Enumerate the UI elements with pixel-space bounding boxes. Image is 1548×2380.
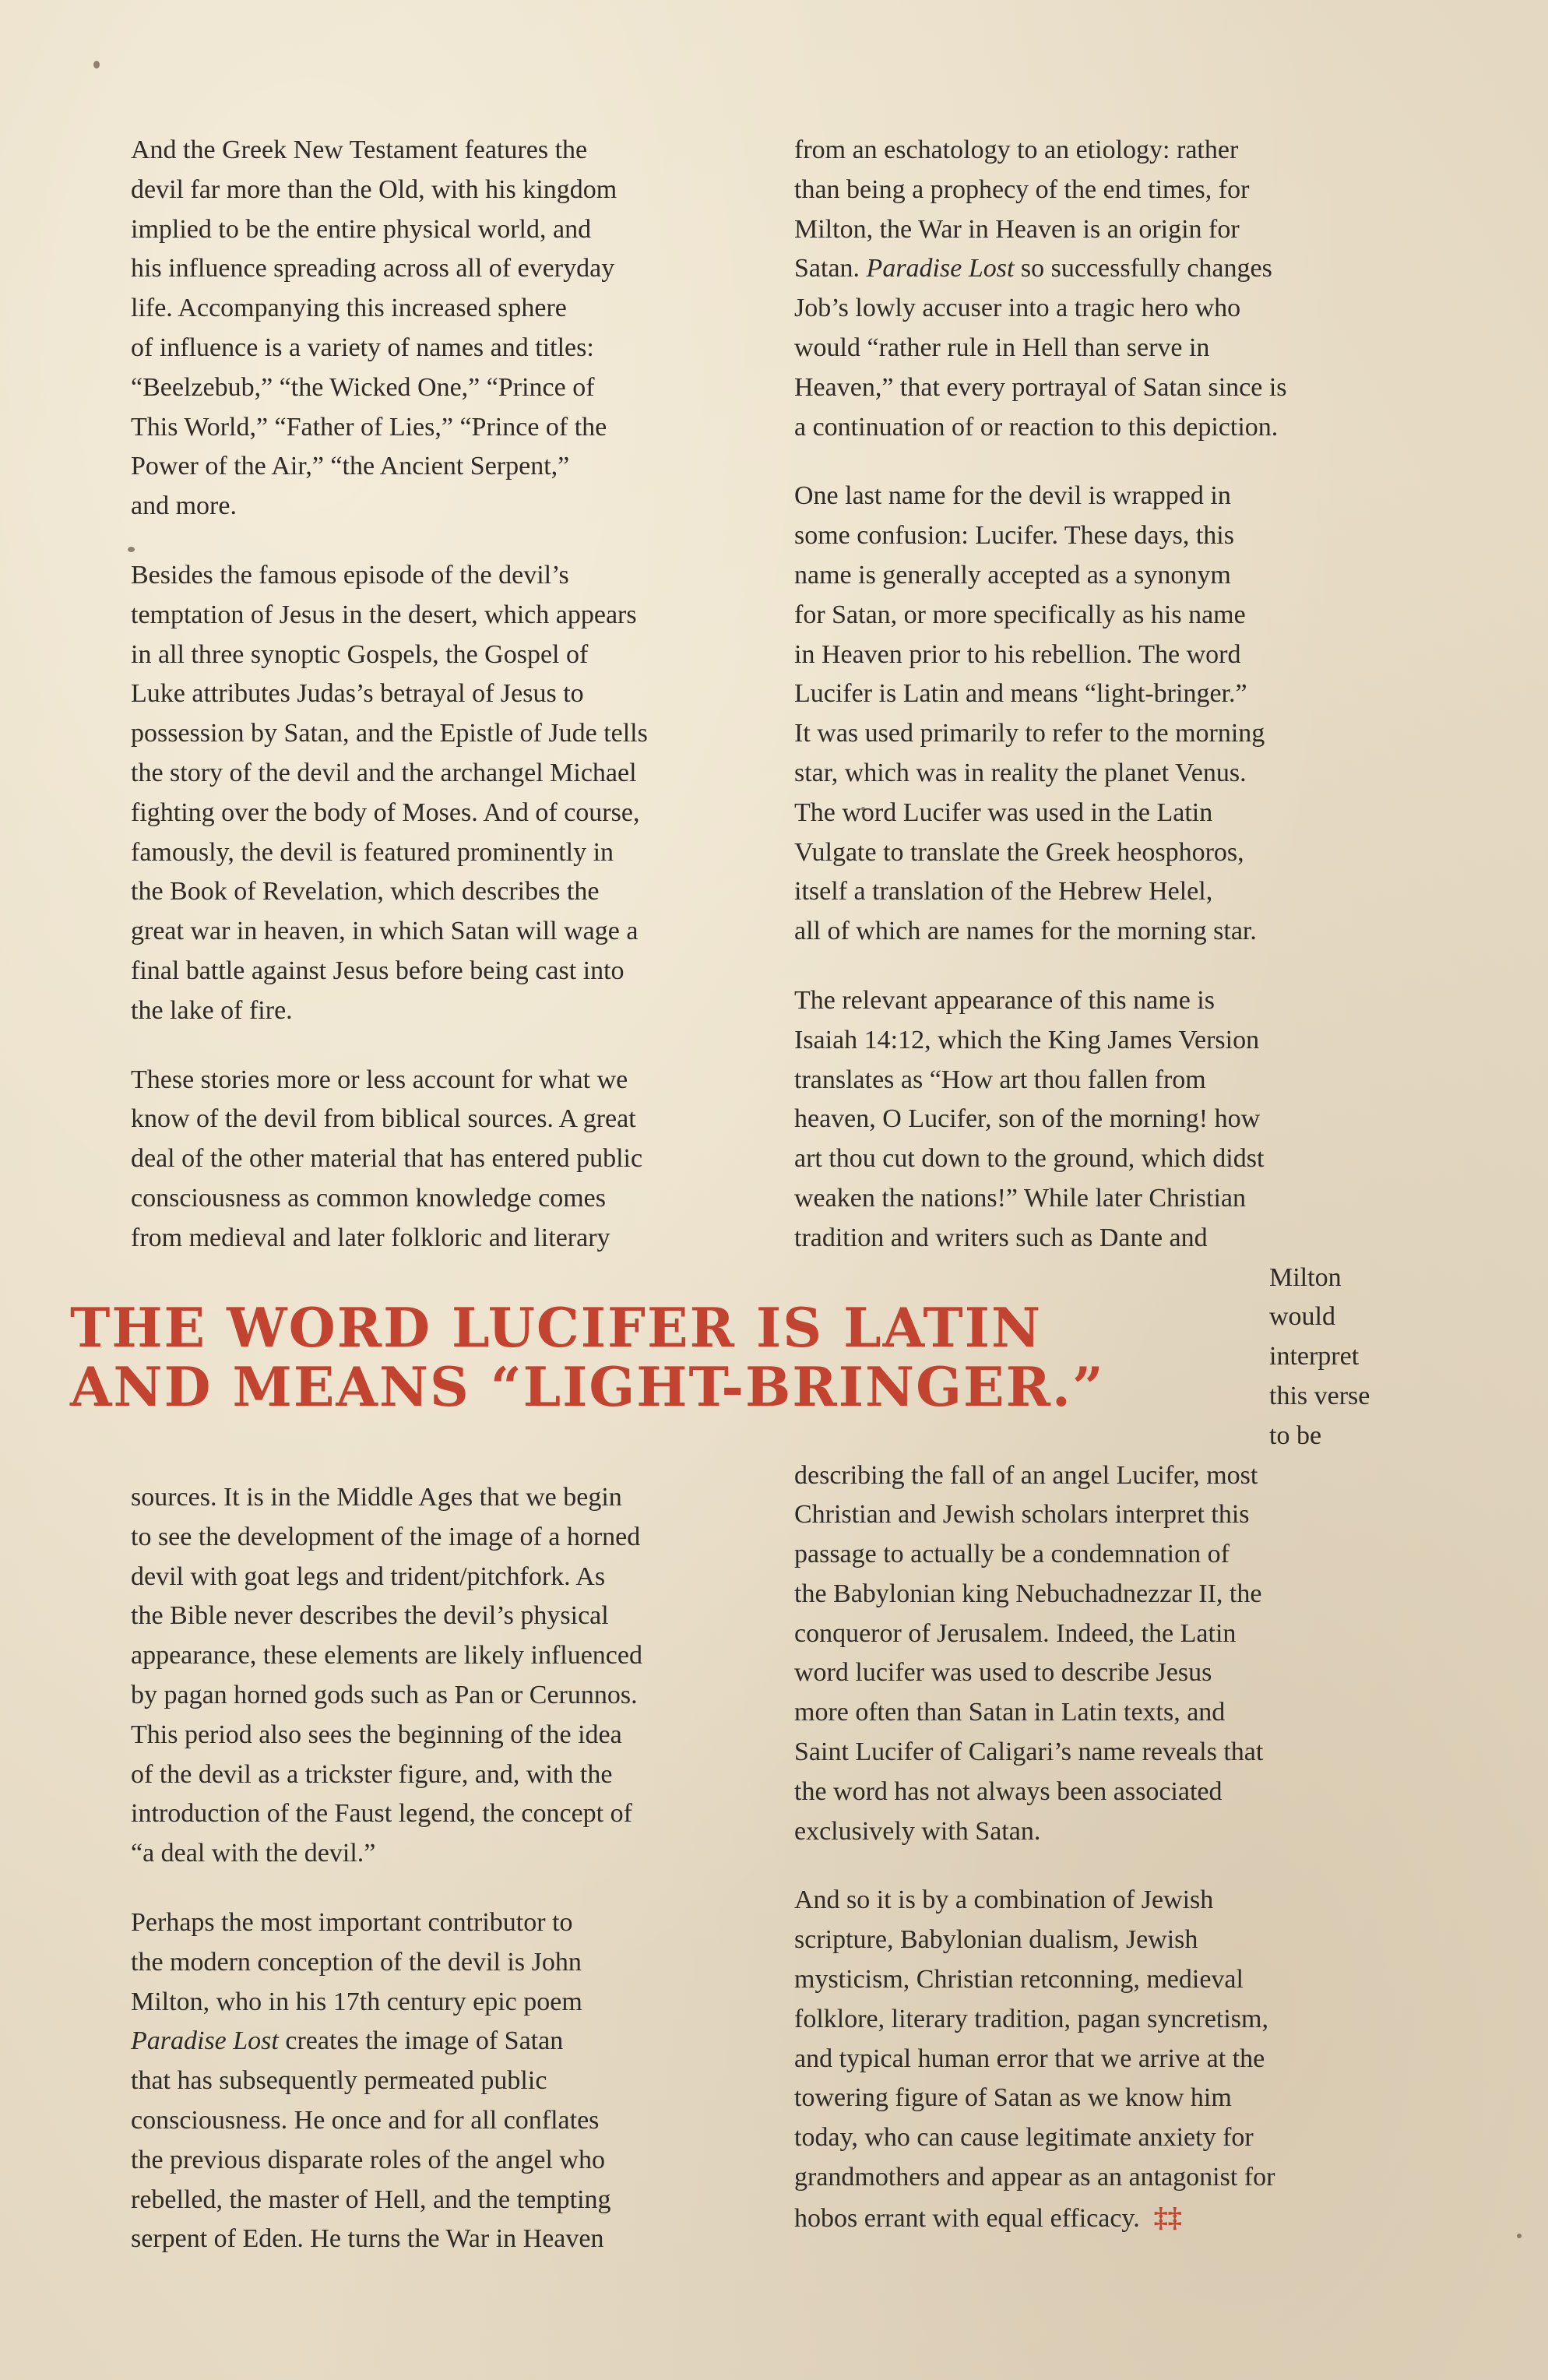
text-line: the word has not always been associated (794, 1776, 1223, 1806)
text-line: some confusion: Lucifer. These days, this (794, 521, 1234, 551)
text-line: famously, the devil is featured prominently in (131, 837, 614, 867)
text-line: his influence spreading across all of everyday (131, 254, 615, 283)
text-line: final battle against Jesus before being cast into (131, 956, 624, 985)
text-line: Vulgate to translate the Greek heosphoros, (794, 837, 1244, 867)
text-line: rebelled, the master of Hell, and the tempting (131, 2185, 611, 2214)
text-line: would (1269, 1302, 1335, 1332)
text-line: Perhaps the most important contributor to (131, 1907, 573, 1937)
text-line: Christian and Jewish scholars interpret this (794, 1500, 1250, 1530)
text-line: today, who can cause legitimate anxiety for (794, 2123, 1254, 2153)
text-line: This period also sees the beginning of the idea (131, 1720, 622, 1749)
book-title: Paradise Lost (131, 2026, 279, 2056)
text-line: to see the development of the image of a horned (131, 1522, 641, 1551)
text-line: and more. (131, 491, 237, 521)
text-line: life. Accompanying this increased sphere (131, 294, 567, 323)
pull-quote-line: THE WORD LUCIFER IS LATIN (70, 1297, 1043, 1360)
end-mark-icon: ‡‡ (1153, 2201, 1182, 2233)
text-line: the lake of fire. (131, 995, 293, 1025)
right-column (794, 131, 1370, 2239)
text-line: devil far more than the Old, with his kingdom (131, 174, 617, 204)
text-line: the Bible never describes the devil’s physical (131, 1601, 609, 1631)
text-line: Milton, the War in Heaven is an origin for (794, 214, 1240, 244)
text-line: towering figure of Satan as we know him (794, 2083, 1232, 2113)
text-line: a continuation of or reaction to this depiction. (794, 412, 1279, 442)
text-line: the modern conception of the devil is John (131, 1947, 582, 1977)
text-line: star, which was in reality the planet Venus. (794, 758, 1247, 787)
text-line: from medieval and later folkloric and literary (131, 1223, 610, 1252)
text-line (794, 249, 1370, 289)
text-line: all of which are names for the morning star. (794, 917, 1257, 946)
narrow-lines (794, 1259, 1370, 1456)
text-line: art thou cut down to the ground, which didst (794, 1144, 1265, 1174)
text-line: of the devil as a trickster figure, and, with the (131, 1759, 613, 1789)
text-line: name is generally accepted as a synonym (794, 560, 1231, 590)
text-line: know of the devil from biblical sources. A great (131, 1104, 636, 1134)
text-line: describing the fall of an angel Lucifer, most (794, 1460, 1258, 1490)
text-line: possession by Satan, and the Epistle of Jude tells (131, 719, 648, 748)
paragraph (794, 1881, 1370, 2238)
text-line: Besides the famous episode of the devil’s (131, 560, 569, 590)
text-line: The relevant appearance of this name is (794, 985, 1215, 1015)
text-run: hobos errant with equal efficacy. (794, 2203, 1140, 2233)
text-line: appearance, these elements are likely influenced (131, 1641, 642, 1671)
paragraph (131, 556, 648, 1031)
paragraph (131, 131, 648, 526)
text-line: the Babylonian king Nebuchadnezzar II, the (794, 1579, 1262, 1608)
text-line: this verse (1269, 1381, 1370, 1410)
text-line: Job’s lowly accuser into a tragic hero who (794, 294, 1241, 323)
text-line: passage to actually be a condemnation of (794, 1540, 1230, 1569)
paragraph (794, 477, 1370, 952)
text-line: great war in heaven, in which Satan will wage a (131, 917, 639, 946)
text-line: grandmothers and appear as an antagonist for (794, 2163, 1275, 2192)
left-column-bottom (131, 1478, 642, 2259)
text-lines (794, 289, 1370, 447)
text-line: Lucifer is Latin and means “light-bringer.” (794, 679, 1247, 709)
text-line: It was used primarily to refer to the morning (794, 719, 1265, 748)
text-line: for Satan, or more specifically as his name (794, 600, 1246, 629)
text-line: implied to be the entire physical world, and (131, 214, 592, 244)
text-lines (794, 131, 1370, 249)
text-line: temptation of Jesus in the desert, which appears (131, 600, 637, 629)
text-line: “a deal with the devil.” (131, 1839, 376, 1868)
text-line: Heaven,” that every portrayal of Satan since is (794, 372, 1287, 402)
pull-quote-line: AND MEANS “LIGHT-BRINGER.” (70, 1356, 1105, 1419)
text-line: the story of the devil and the archangel Michael (131, 758, 637, 787)
text-run: creates the image of Satan (278, 2026, 564, 2056)
paper-speck (93, 61, 100, 69)
text-line: than being a prophecy of the end times, for (794, 174, 1250, 204)
text-line: This World,” “Father of Lies,” “Prince of the (131, 412, 607, 442)
text-line: word lucifer was used to describe Jesus (794, 1658, 1212, 1688)
text-line: translates as “How art thou fallen from (794, 1065, 1206, 1094)
text-line: weaken the nations!” While later Christian (794, 1183, 1247, 1213)
text-line: One last name for the devil is wrapped in (794, 481, 1231, 511)
text-line: conqueror of Jerusalem. Indeed, the Latin (794, 1618, 1237, 1648)
text-line: folklore, literary tradition, pagan syncretism, (794, 2004, 1268, 2033)
paper-speck (1517, 2234, 1522, 2238)
text-run: so successfully changes (1014, 254, 1272, 283)
text-line: the previous disparate roles of the angel who (131, 2145, 605, 2174)
text-line: by pagan horned gods such as Pan or Cerunnos. (131, 1680, 638, 1709)
text-line: serpent of Eden. He turns the War in Heaven (131, 2224, 604, 2254)
text-line: consciousness as common knowledge comes (131, 1183, 606, 1213)
paragraph (131, 1061, 648, 1259)
text-lines (794, 1881, 1370, 2197)
text-line: tradition and writers such as Dante and (794, 1223, 1208, 1252)
text-line: mysticism, Christian retconning, medieval (794, 1965, 1244, 1994)
paragraph (794, 981, 1370, 1852)
text-line: of influence is a variety of names and titles: (131, 333, 594, 362)
text-line: Milton (1269, 1262, 1342, 1292)
text-line (794, 2198, 1370, 2239)
book-title: Paradise Lost (866, 254, 1015, 283)
text-lines (794, 981, 1370, 1259)
text-line: Milton, who in his 17th century epic poem (131, 1987, 582, 2016)
text-line: more often than Satan in Latin texts, and (794, 1698, 1226, 1727)
left-column-top (131, 131, 648, 1259)
text-line: introduction of the Faust legend, the concept of (131, 1799, 632, 1829)
text-line: that has subsequently permeated public (131, 2066, 547, 2096)
text-line: and typical human error that we arrive at the (794, 2044, 1265, 2073)
text-line: These stories more or less account for what we (131, 1065, 628, 1094)
text-line: in Heaven prior to his rebellion. The word (794, 639, 1241, 669)
text-line: Saint Lucifer of Caligari’s name reveals that (794, 1737, 1264, 1767)
text-line: itself a translation of the Hebrew Helel, (794, 877, 1213, 907)
text-line: would “rather rule in Hell than serve in (794, 333, 1210, 362)
paragraph (131, 1903, 642, 2259)
text-line: Power of the Air,” “the Ancient Serpent,” (131, 452, 570, 481)
text-line: in all three synoptic Gospels, the Gospel of (131, 639, 589, 669)
text-line: The word Lucifer was used in the Latin (794, 797, 1213, 827)
text-line: scripture, Babylonian dualism, Jewish (794, 1925, 1198, 1955)
text-line: Isaiah 14:12, which the King James Version (794, 1025, 1260, 1054)
text-line: interpret (1269, 1342, 1360, 1371)
text-lines (131, 2061, 642, 2259)
text-line: the Book of Revelation, which describes the (131, 877, 600, 907)
text-line: consciousness. He once and for all conflates (131, 2105, 600, 2135)
text-line: And so it is by a combination of Jewish (794, 1885, 1214, 1915)
paragraph (794, 131, 1370, 447)
text-lines (794, 1456, 1370, 1852)
text-line: to be (1269, 1421, 1322, 1450)
text-line: exclusively with Satan. (794, 1816, 1041, 1846)
paragraph (131, 1478, 642, 1874)
text-line: “Beelzebub,” “the Wicked One,” “Prince of (131, 372, 595, 402)
text-line: from an eschatology to an etiology: rather (794, 136, 1239, 164)
text-run: Satan. (794, 254, 867, 283)
text-line (131, 2022, 642, 2061)
text-line: Luke attributes Judas’s betrayal of Jesus to (131, 679, 584, 709)
text-line: deal of the other material that has entered public (131, 1144, 643, 1174)
text-line: And the Greek New Testament features the (131, 136, 588, 164)
text-line: heaven, O Lucifer, son of the morning! how (794, 1104, 1261, 1134)
text-line: sources. It is in the Middle Ages that we begin (131, 1483, 622, 1512)
text-line: devil with goat legs and trident/pitchfork. As (131, 1561, 606, 1591)
text-line: fighting over the body of Moses. And of course, (131, 797, 640, 827)
